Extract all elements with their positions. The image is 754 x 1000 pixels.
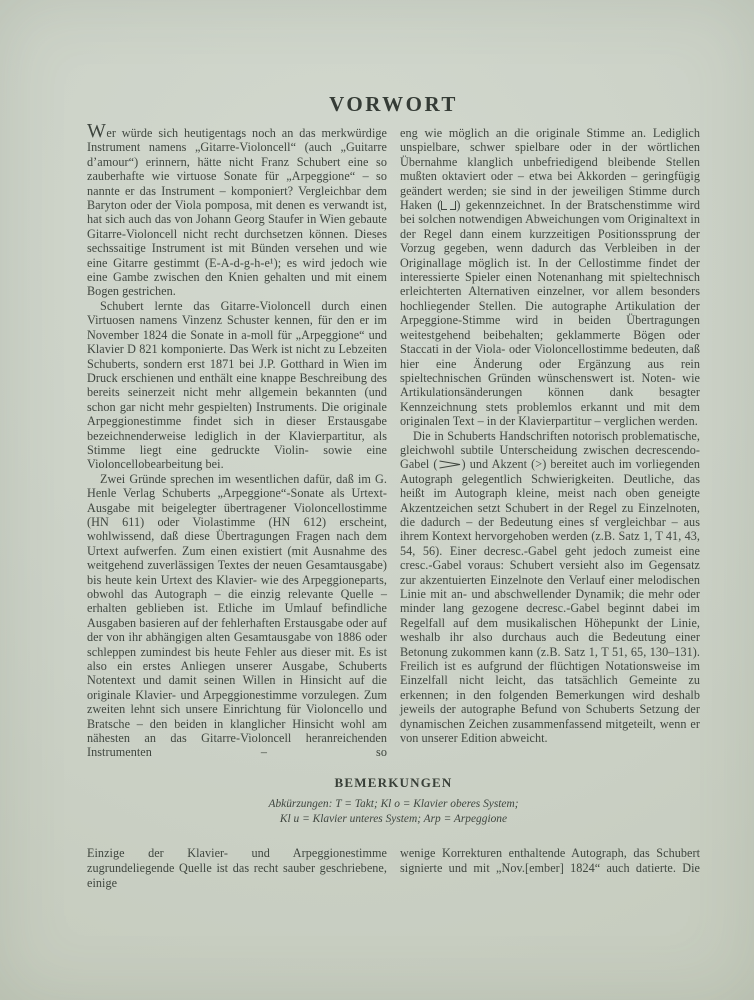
paragraph-3: Zwei Gründe sprechen im wesentlichen dafür, daß im G. Henle Verlag Schuberts „Arpeggione“-Sonate als Urtext-Ausgabe mit beigelegter übertragener Violoncellostimme (HN 611) oder Violastimme (HN 612) erscheint, wohlwissend, daß diese Übertragungen Fragen nach dem Urtext aufwerfen. Zum einen existiert (mit Ausnahme des weitgehend zuverlässigen Textes der neuen Gesamtausgabe) bis heute kein Urtext des Klavier- wie des Arpeggioneparts, obwohl das Autograph – die einzig relevante Quelle – erhalten geblieben ist. Etliche im Umlauf befindliche Ausgaben basieren auf der fehlerhaften Erstausgabe oder auf der von ihr abhängigen alten Gesamtausgabe von 1886 oder schleppen zumindest bis heute Fehler aus dieser mit. Es ist also ein erstes Anliegen unserer Ausgabe, Schuberts Notentext und damit seinen Willen in Hinsicht auf die originale Klavier- und Arpeggionestimme vorzulegen. Zum zweiten lehnt sich unsere Einrichtung für Violoncello und Bratsche – den beiden in klanglicher Hinsicht wohl am nähesten an das Gitarre-Violoncell heranreichenden Instrumenten – so bbox=[87, 471, 387, 760]
paragraph-4 bbox=[400, 429, 700, 746]
abbreviations-line-1: Abkürzungen: T = Takt; Kl o = Klavier oberes System; bbox=[268, 798, 519, 810]
text-segment: Die in Schuberts Handschriften notorisch problematische, gleichwohl subtile Unterscheidung zwischen decrescendo-Gabel ( bbox=[400, 428, 700, 472]
paragraph-3-continued bbox=[400, 126, 700, 429]
left-column bbox=[87, 120, 387, 760]
haken-left-bracket-icon bbox=[441, 201, 447, 210]
text-segment: ) und Akzent (>) bereitet auch im vorliegenden Autograph gelegentlich Schwierigkeiten. Deutliche, das heißt im Autograph kleine, meist nach oben geneigte Akzentzeichen setzt Schubert in der Regel zu Einzelnoten, die dadurch – der Bedeutung eines sf vergleichbar – aus ihrem Kontext hervorgehoben werden (z.B. Satz 1, T 41, 43, 54, 56). Einer decresc.-Gabel geht jedoch zumeist eine cresc.-Gabel voraus: Schubert versieht also im Gegensatz zur akzentuierten Einzelnote den Verlauf einer melodischen Linie mit an- und abschwellender Dynamik; die mehr oder minder lang gezogene decresc.-Gabel beginnt dabei im Regelfall auf dem musikalischen Höhepunkt der Linie, weshalb ihr also durchaus auch die Bedeutung einer Betonung zukommen kann (z.B. Satz 1, T 51, 65, 130–131). Freilich ist es aufgrund der flüchtigen Notationsweise im Einzelfall nicht leicht, das tatsächlich Gemeinte zu erkennen; in den folgenden Bemerkungen wird deshalb jeweils der autographe Befund von Schuberts Setzung der dynamischen Zeichen zusammenfassend mitgeteilt, wenn er von unserer Edition abweicht. bbox=[400, 457, 700, 746]
abbreviations-block bbox=[87, 797, 700, 826]
text-segment: eng wie möglich an die originale Stimme an. Lediglich unspielbare, schwer spielbare oder in der wörtlichen Übernahme klanglich unbefriedigend bleibende Stellen mußten oktaviert oder – etwa bei Akkorden – geringfügig geändert werden; sie sind in der jeweiligen Stimme durch Haken ( bbox=[400, 126, 700, 213]
text-segment: er würde sich heutigentags noch an das merkwürdige Instrument namens „Gitarre-Violoncell“ (auch „Guitarre d’amour“) erinnern, hätte nicht Franz Schubert eine so zauberhafte wie virtuose Sonate für „Arpeggione“ – so nannte er das Instrument – komponiert? Vergleichbar dem Baryton oder der Viola pomposa, mit denen es verwandt ist, hat sich auch das von Johann Georg Staufer in Wien gebaute Gitarre-Violoncell nicht recht durchsetzen können. Dieses sechssaitige Instrument ist mit Bünden versehen und wie eine Gitarre gestimmt (E-A-d-g-h-e¹); es wird jedoch wie eine Gambe zwischen den Knien gehalten und mit einem Bogen gestrichen. bbox=[87, 126, 387, 299]
remarks-body bbox=[87, 834, 700, 903]
decrescendo-hairpin-icon bbox=[439, 460, 461, 469]
remarks-heading: BEMERKUNGEN bbox=[334, 775, 453, 790]
text-columns bbox=[87, 120, 700, 760]
remarks-right-text: wenige Korrekturen enthaltende Autograph, das Schubert signierte und mit „Nov.[ember] 1824“ auch datierte. Die bbox=[400, 846, 700, 876]
paragraph-2: Schubert lernte das Gitarre-Violoncell durch einen Virtuosen namens Vinzenz Schuster kennen, für den er im November 1824 die Sonate in a-moll für „Arpeggione“ und Klavier D 821 komponierte. Das Werk ist nicht zu Lebzeiten Schuberts, sondern erst 1871 bei J.P. Gotthard in Wien im Druck erschienen und enthält eine knappe Beschreibung des bereits seinerzeit nicht mehr allgemein bekannten (und schon gar nicht mehr gespielten) Instruments. Die originale Arpeggionestimme findet sich in dieser Erstausgabe bezeichnenderweise lediglich in der Klavierpartitur, als Stimme liegt eine gedruckte Violin- sowie eine Violoncellobearbeitung bei. bbox=[87, 298, 387, 472]
abbreviations-line-2: Kl u = Klavier unteres System; Arp = Arpeggione bbox=[279, 812, 508, 825]
text-segment: ) gekennzeichnet. In der Bratschenstimme wird bei solchen notwendigen Abweichungen vom Originaltext in der Regel dann einem kurzzeitigen Positionssprung der Vorzug gegeben, wenn dadurch das Verbleiben in der Originallage möglich ist. In der Cellostimme findet der interessierte Spieler einen Notenanhang mit spieltechnisch erleichterten Alternativen einzelner, vor allem besonders hochliegender Stellen. Die autographe Artikulation der Arpeggione-Stimme wird in beiden Übertragungen weitestgehend beibehalten; geklammerte Bögen oder Staccati in der Viola- oder Violoncellostimme bedeuten, daß hier eine Änderung oder Ergänzung aus rein spieltechnischen Gründen wünschenswert ist. Noten- wie Artikulationsänderungen können dank besagter Kennzeichnung stets problemlos erkannt und mit dem originalen Text – in der Klavierpartitur – verglichen werden. bbox=[400, 198, 700, 429]
remarks-left-text: Einzige der Klavier- und Arpeggionestimme zugrundeliegende Quelle ist das recht sauber geschriebene, einige bbox=[87, 846, 387, 891]
drop-cap-initial: W bbox=[87, 120, 107, 142]
right-column bbox=[400, 126, 700, 760]
paragraph-1 bbox=[87, 120, 387, 299]
page-title: VORWORT bbox=[329, 92, 458, 116]
